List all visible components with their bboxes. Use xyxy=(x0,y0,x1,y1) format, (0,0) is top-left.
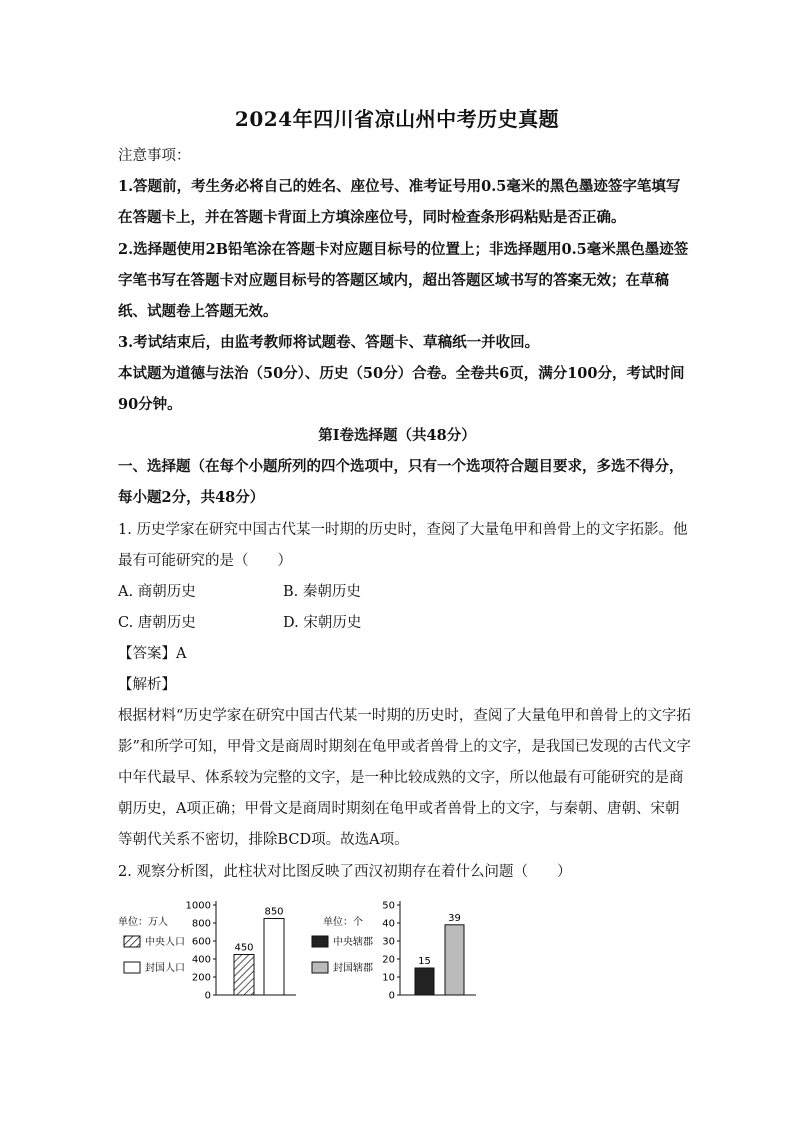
option-c: C. 唐朝历史 xyxy=(118,615,196,631)
y-tick-label: 400 xyxy=(191,954,211,966)
option-b: B. 秦朝历史 xyxy=(283,584,361,600)
bar xyxy=(415,968,434,995)
question-1-stem: 最有可能研究的是（ ） xyxy=(118,553,292,569)
notes-line: 在答题卡上，并在答题卡背面上方填涂座位号，同时检查条形码粘贴是否正确。 xyxy=(118,209,626,226)
notes-line: 2.选择题使用2B铅笔涂在答题卡对应题目标号的位置上；非选择题用0.5毫米黑色墨迹签 xyxy=(118,241,689,258)
y-tick-label: 600 xyxy=(191,936,211,948)
notes-line: 90分钟。 xyxy=(118,396,182,413)
legend-swatch xyxy=(312,936,328,947)
y-tick-label: 800 xyxy=(191,918,211,930)
legend-label: 中央辖郡 xyxy=(333,937,373,948)
y-tick-label: 20 xyxy=(382,954,395,966)
analysis-label: 【解析】 xyxy=(118,677,176,693)
y-tick-label: 0 xyxy=(388,990,395,1002)
bar xyxy=(445,925,464,995)
notes-line: 1.答题前，考生务必将自己的姓名、座位号、准考证号用0.5毫米的黑色墨迹签字笔填写 xyxy=(118,178,681,195)
analysis-line: 朝历史，A项正确；甲骨文是商周时期刻在龟甲或者兽骨上的文字，与秦朝、唐朝、宋朝 xyxy=(118,801,680,817)
option-a: A. 商朝历史 xyxy=(118,584,196,600)
notes-line: 3.考试结束后，由监考教师将试题卷、答题卡、草稿纸一并收回。 xyxy=(118,334,540,351)
page-title: 2024年四川省凉山州中考历史真题 xyxy=(234,107,560,131)
bar-value-label: 15 xyxy=(418,956,431,967)
notes-line: 字笔书写在答题卡对应题目标号的答题区域内，超出答题区域书写的答案无效；在草稿 xyxy=(118,272,669,289)
legend-swatch xyxy=(312,962,328,973)
section-title: 第Ⅰ卷选择题（共48分） xyxy=(318,427,476,444)
chart-unit-label: 单位：个 xyxy=(323,917,363,928)
legend-swatch xyxy=(124,936,140,947)
legend-label: 封国辖郡 xyxy=(333,963,373,974)
analysis-line: 根据材料“历史学家在研究中国古代某一时期的历史时，查阅了大量龟甲和兽骨上的文字拓 xyxy=(118,708,691,724)
y-tick-label: 0 xyxy=(204,990,211,1002)
notes-line: 本试题为道德与法治（50分）、历史（50分）合卷。全卷共6页，满分100分，考试时间 xyxy=(118,365,685,382)
y-tick-label: 40 xyxy=(382,918,395,930)
question-1-stem: 1. 历史学家在研究中国古代某一时期的历史时，查阅了大量龟甲和兽骨上的文字拓影。他 xyxy=(118,522,688,538)
bar xyxy=(234,955,254,996)
bar xyxy=(264,919,284,996)
bar-value-label: 850 xyxy=(264,906,284,918)
notes-line: 纸、试题卷上答题无效。 xyxy=(118,303,278,320)
y-tick-label: 30 xyxy=(382,936,395,948)
analysis-line: 等朝代关系不密切，排除BCD项。故选A项。 xyxy=(118,832,409,848)
option-d: D. 宋朝历史 xyxy=(283,615,362,631)
analysis-line: 中年代最早、体系较为完整的文字，是一种比较成熟的文字，所以他最有可能研究的是商 xyxy=(118,770,684,786)
analysis-line: 影”和所学可知，甲骨文是商周时期刻在龟甲或者兽骨上的文字，是我国已发现的古代文字 xyxy=(118,739,691,755)
legend-swatch xyxy=(124,962,140,973)
legend-label: 封国人口 xyxy=(145,963,185,974)
y-tick-label: 50 xyxy=(382,900,395,912)
chart-unit-label: 单位：万人 xyxy=(118,917,168,928)
y-tick-label: 200 xyxy=(191,972,211,984)
y-tick-label: 1000 xyxy=(185,900,211,912)
legend-label: 中央人口 xyxy=(145,937,185,948)
question-2-stem: 2. 观察分析图，此柱状对比图反映了西汉初期存在着什么问题（ ） xyxy=(118,864,572,880)
section-intro: 一、选择题（在每个小题所列的四个选项中，只有一个选项符合题目要求，多选不得分， xyxy=(118,458,684,475)
bar-value-label: 39 xyxy=(448,912,461,924)
answer: 【答案】A xyxy=(118,646,187,662)
section-intro: 每小题2分，共48分） xyxy=(118,489,265,506)
notes-heading: 注意事项： xyxy=(118,148,191,164)
bar-charts-figure xyxy=(110,895,461,1005)
y-tick-label: 10 xyxy=(382,972,395,984)
bar-value-label: 450 xyxy=(234,942,254,954)
